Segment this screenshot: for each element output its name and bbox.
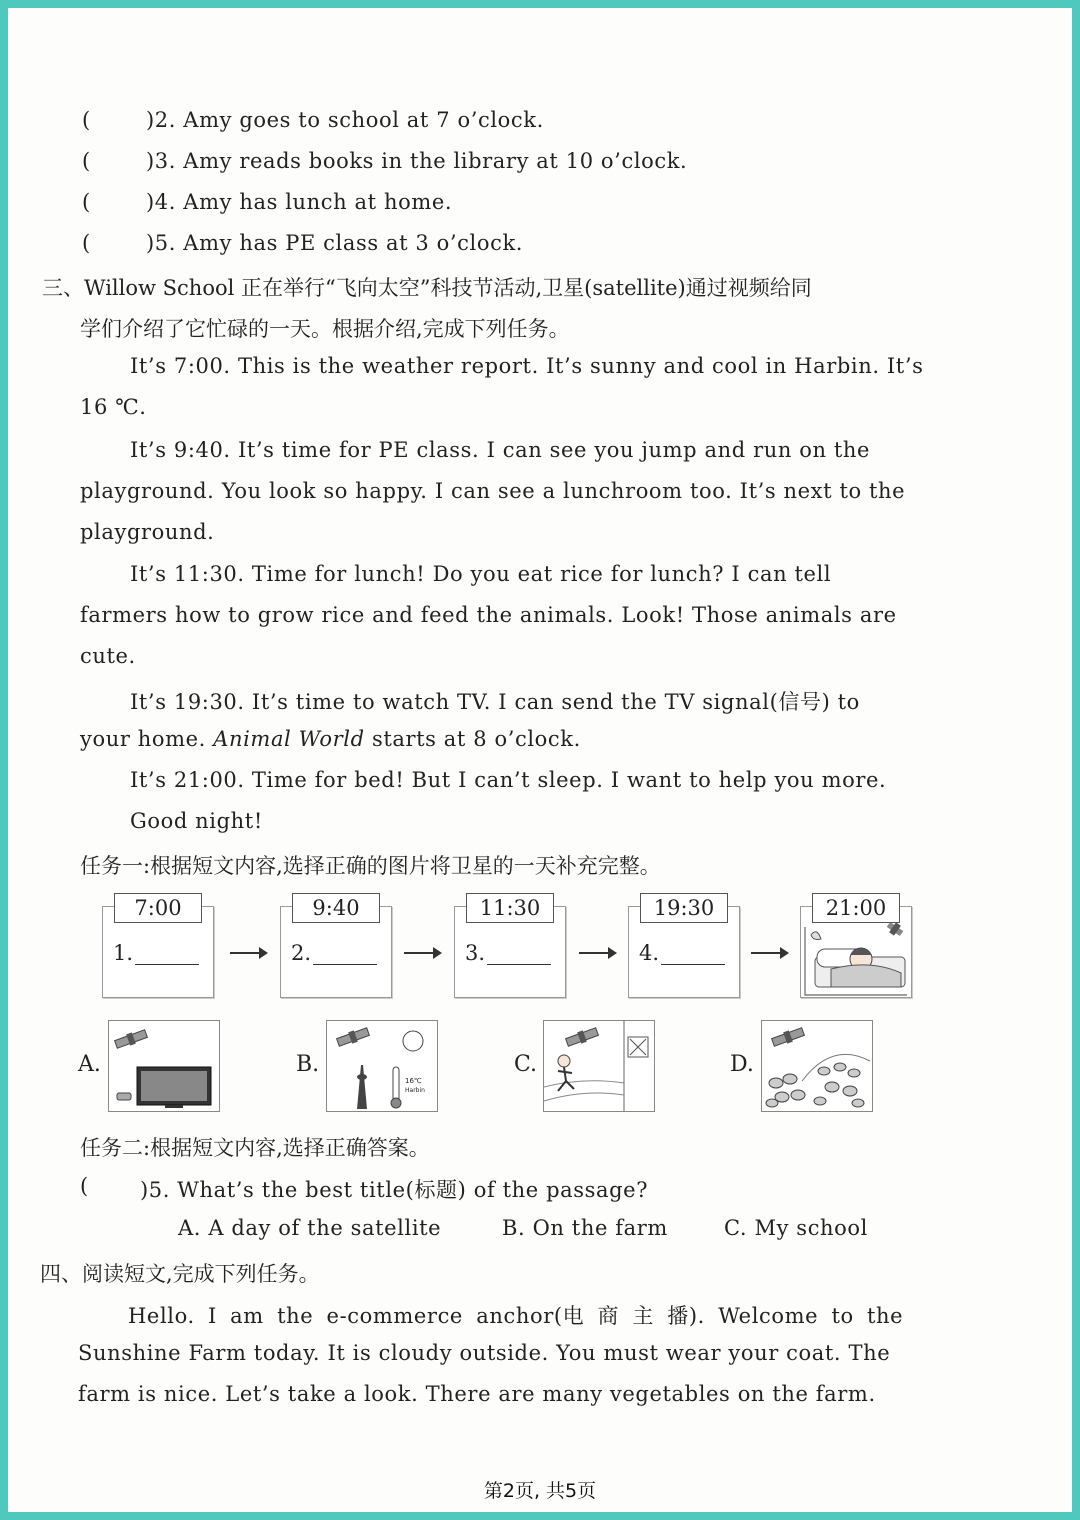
passage-text: your home. (80, 727, 206, 751)
section4-passage-line: Sunshine Farm today. It is cloudy outside. You must wear your coat. The (78, 1341, 891, 1365)
q4-paren: ( (82, 190, 91, 214)
section4-passage-line: farm is nice. Let’s take a look. There are many vegetables on the farm. (78, 1382, 876, 1406)
blank-number: 1. (113, 941, 134, 965)
q4-text: )4. Amy has lunch at home. (146, 190, 453, 214)
q2-paren: ( (82, 108, 91, 132)
blank-number: 2. (291, 941, 312, 965)
farm-animals-icon (762, 1021, 872, 1111)
playground-runner-icon (544, 1021, 654, 1111)
timeline-box-5 (800, 896, 912, 998)
tv-show-title: Animal World (213, 727, 365, 751)
section3-heading-line1: 三、Willow School 正在举行“飞向太空”科技节活动,卫星(satellite)通过视频给同 (42, 276, 812, 300)
passage-line: cute. (80, 644, 136, 668)
q3-paren: ( (82, 149, 91, 173)
q2-text: )2. Amy goes to school at 7 o’clock. (146, 108, 544, 132)
blank-number: 4. (639, 941, 660, 965)
time-label: 11:30 (466, 893, 554, 923)
tv-satellite-icon (109, 1021, 219, 1111)
passage-line: It’s 9:40. It’s time for PE class. I can see you jump and run on the (130, 438, 871, 462)
picture-option-b[interactable] (326, 1020, 438, 1112)
section4-heading: 四、阅读短文,完成下列任务。 (40, 1262, 320, 1286)
timeline-box-1 (102, 896, 214, 998)
arrow-icon (404, 952, 440, 954)
timeline-box-3 (454, 896, 566, 998)
passage-line-animal-world (80, 727, 581, 751)
arrow-icon (751, 952, 787, 954)
timeline-box-4 (628, 896, 740, 998)
arrow-icon (230, 952, 266, 954)
option-label-a: A. (78, 1052, 101, 1077)
worksheet-page (8, 8, 1072, 1512)
passage-line: It’s 11:30. Time for lunch! Do you eat rice for lunch? I can tell (130, 562, 832, 586)
time-label: 9:40 (292, 893, 380, 923)
thermometer-city: Harbin (405, 1087, 425, 1094)
blank-number: 3. (465, 941, 486, 965)
option-a[interactable]: A. A day of the satellite (178, 1216, 442, 1240)
answer-blank-1[interactable] (113, 941, 199, 965)
passage-line: 16 ℃. (80, 395, 147, 419)
page-footer: 第2页, 共5页 (483, 1480, 597, 1502)
passage-line: playground. (80, 520, 215, 544)
time-label: 7:00 (114, 893, 202, 923)
time-label: 21:00 (812, 893, 900, 923)
picture-option-d[interactable] (761, 1020, 873, 1112)
option-c[interactable]: C. My school (724, 1216, 868, 1240)
option-label-c: C. (514, 1052, 538, 1077)
passage-line: It’s 21:00. Time for bed! But I can’t sleep. I want to help you more. (130, 768, 887, 792)
q5-title-paren: ( (80, 1174, 89, 1198)
picture-option-a[interactable] (108, 1020, 220, 1112)
passage-line: Good night! (130, 809, 263, 833)
option-label-b: B. (296, 1052, 320, 1077)
passage-line: playground. You look so happy. I can see a lunchroom too. It’s next to the (80, 479, 906, 503)
passage-line: farmers how to grow rice and feed the animals. Look! Those animals are (80, 603, 897, 627)
picture-option-c[interactable] (543, 1020, 655, 1112)
option-b[interactable]: B. On the farm (502, 1216, 668, 1240)
task2-instruction: 任务二:根据短文内容,选择正确答案。 (80, 1136, 430, 1160)
q5-title-question: )5. What’s the best title(标题) of the passage? (140, 1178, 649, 1202)
weather-tower-icon (327, 1021, 437, 1111)
thermometer-reading: 16℃ (405, 1077, 422, 1085)
section4-passage-line: Hello. I am the e-commerce anchor(电 商 主 播). Welcome to the (128, 1304, 904, 1328)
arrow-icon (579, 952, 615, 954)
option-label-d: D. (730, 1052, 754, 1077)
answer-blank-2[interactable] (291, 941, 377, 965)
q3-text: )3. Amy reads books in the library at 10 o’clock. (146, 149, 688, 173)
time-label: 19:30 (640, 893, 728, 923)
task1-instruction: 任务一:根据短文内容,选择正确的图片将卫星的一天补充完整。 (80, 854, 661, 878)
timeline-box-2 (280, 896, 392, 998)
passage-line: It’s 19:30. It’s time to watch TV. I can send the TV signal(信号) to (130, 690, 860, 714)
q5-paren: ( (82, 231, 91, 255)
section3-heading-line2: 学们介绍了它忙碌的一天。根据介绍,完成下列任务。 (80, 317, 570, 341)
q5-text: )5. Amy has PE class at 3 o’clock. (146, 231, 524, 255)
answer-blank-3[interactable] (465, 941, 551, 965)
passage-text: starts at 8 o’clock. (371, 727, 581, 751)
answer-blank-4[interactable] (639, 941, 725, 965)
passage-line: It’s 7:00. This is the weather report. It’s sunny and cool in Harbin. It’s (130, 354, 924, 378)
